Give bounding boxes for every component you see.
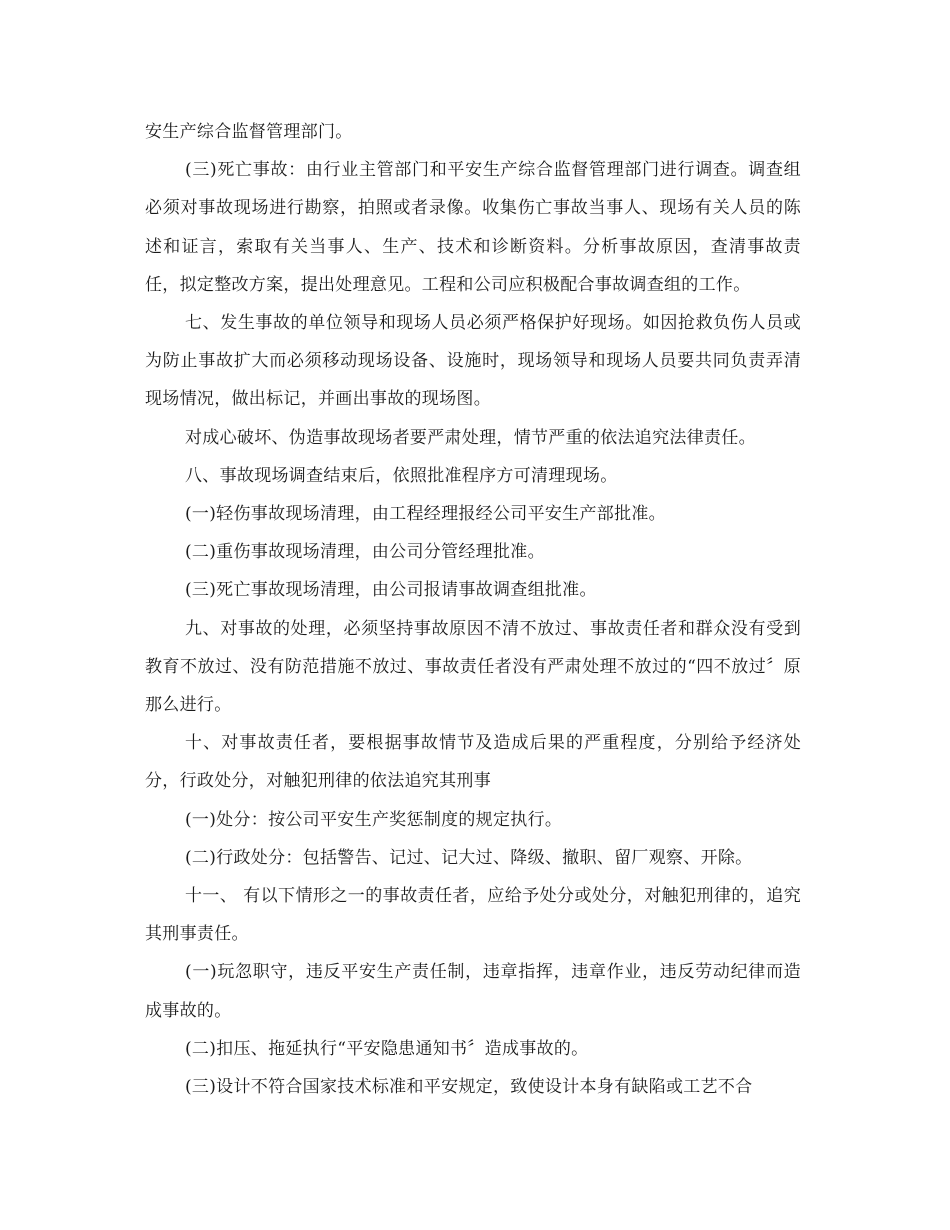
paragraph-12: (二)行政处分：包括警告、记过、记大过、降级、撤职、留厂观察、开除。	[185, 847, 753, 868]
paragraph-10: 十、对事故责任者，要根据事故情节及造成后果的严重程度，分别给予经济处分，行政处分，对触犯刑律的依法追究其刑事	[145, 733, 801, 792]
paragraph-15: (二)扣压、拖延执行“平安隐患通知书〞造成事故的。	[185, 1038, 589, 1059]
paragraph-6: (一)轻伤事故现场清理，由工程经理报经公司平安生产部批准。	[185, 504, 666, 525]
paragraph-13: 十一、 有以下情形之一的事故责任者，应给予处分或处分，对触犯刑律的，追究其刑事责任。	[145, 886, 801, 945]
paragraph-14: (一)玩忽职守，违反平安生产责任制，违章指挥，违章作业，违反劳动纪律而造成事故的。	[145, 962, 801, 1021]
document-body	[145, 113, 801, 1106]
paragraph-1: 安生产综合监督管理部门。	[145, 122, 353, 142]
paragraph-4: 对成心破坏、伪造事故现场者要严肃处理，情节严重的依法追究法律责任。	[185, 427, 756, 448]
paragraph-11: (一)处分：按公司平安生产奖惩制度的规定执行。	[185, 809, 563, 830]
paragraph-7: (二)重伤事故现场清理，由公司分管经理批准。	[185, 542, 545, 563]
paragraph-3: 七、发生事故的单位领导和现场人员必须严格保护好现场。如因抢救负伤人员或为防止事故扩大而必须移动现场设备、设施时，现场领导和现场人员要共同负责弄清现场情况，做出标记，并画出事故的现场图。	[145, 313, 801, 410]
paragraph-16: (三)设计不符合国家技术标准和平安规定，致使设计本身有缺陷或工艺不合	[185, 1077, 753, 1098]
paragraph-8: (三)死亡事故现场清理，由公司报请事故调查组批准。	[185, 580, 597, 601]
paragraph-5: 八、事故现场调查结束后，依照批准程序方可清理现场。	[185, 465, 618, 486]
paragraph-9: 九、对事故的处理，必须坚持事故原因不清不放过、事故责任者和群众没有受到教育不放过、没有防范措施不放过、事故责任者没有严肃处理不放过的“四不放过〞原那么进行。	[145, 618, 801, 716]
paragraph-2: (三)死亡事故：由行业主管部门和平安生产综合监督管理部门进行调查。调查组必须对事故现场进行勘察，拍照或者录像。收集伤亡事故当事人、现场有关人员的陈述和证言，索取有关当事人、生产、技术和诊断资料。分析事故原因，查清事故责任，拟定整改方案，提出处理意见。工程和公司应积极配合事故调查组的工作。	[145, 160, 801, 295]
